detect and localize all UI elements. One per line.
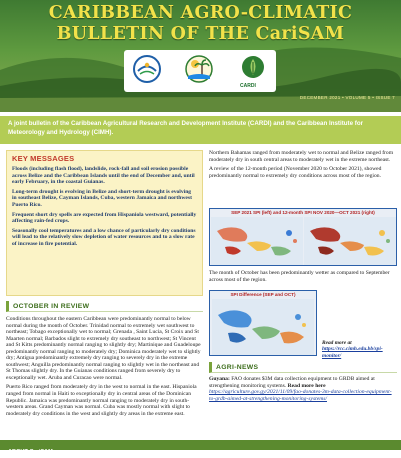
- spi-12-month-map: [304, 217, 396, 265]
- key-messages-heading: KEY MESSAGES: [12, 154, 75, 163]
- bulletin-title-line-1: CARIBBEAN AGRO-CLIMATIC: [48, 3, 353, 23]
- agri-news-country: Guyana:: [209, 376, 230, 382]
- regional-summary-text: [209, 150, 397, 182]
- agri-news-body: [209, 376, 397, 402]
- read-more-spi: [322, 340, 398, 359]
- cardi-label: CARDI: [240, 83, 256, 89]
- key-messages-box: [6, 150, 203, 296]
- october-wetter-text: The month of October has been predominantly wetter as compared to September across most of the region.: [209, 270, 390, 283]
- header-banner: [0, 0, 401, 112]
- spi-difference-map: [212, 299, 314, 355]
- bulletin-title-line-2: BULLETIN OF THE CariSAM: [56, 24, 345, 44]
- agri-news-read-more: Read more here: [287, 382, 326, 389]
- joint-bulletin-text: A joint bulletin of the Caribbean Agricultural Research and Development Institute (CARDI) and the Caribbean Institute for Meteorology and Hydrology (CIMH).: [8, 120, 364, 136]
- about-carisam-label: ABOUT CariSAM: [8, 449, 53, 455]
- agri-news-headline: FAO donates $3M data collection equipment to GRDB aimed at strengthening monitoring systems.: [209, 376, 375, 389]
- summary-paragraph: A review of the 12-month period (November 2020 to October 2021), showed predominantly normal to extremely dry conditions across most of the region.: [209, 166, 382, 179]
- spi-sep-map: [211, 217, 303, 265]
- partner-logos: [124, 50, 276, 92]
- issue-line: DECEMBER 2021 • VOLUME 5 • ISSUE 7: [299, 95, 395, 100]
- cimh-logo-icon: [132, 54, 162, 84]
- review-paragraph: Puerto Rico ranged from moderately dry in the west to normal in the east. Hispaniola ranged from normal in Haiti to exceptionally dry in central areas of the Dominican Republic. Jamaica was predominantly normal ranging to moderately dry in south-western areas. Grand Cayman was normal. Cuba was mostly normal with slight to moderately dry conditions in the west and slightly dry areas in the extreme east.: [6, 384, 197, 417]
- spi-maps-figure: [209, 208, 397, 266]
- key-message-item: Seasonally cool temperatures and a low chance of particularly dry conditions will lead to the relatively slow depletion of water resources and to a slow rate of increase in fire potential.: [12, 227, 196, 247]
- key-message-item: Frequent short dry spells are expected from Hispaniola westward, potentially affecting rain-fed crops.: [12, 211, 197, 225]
- agri-news-link[interactable]: https://agriculture.gov.gy/2021/11/09/fao-donates-3m-data-collection-equipment-to-grdb-aimed-at-strengthening-monitoring-systems/: [209, 389, 392, 402]
- october-review-heading: OCTOBER IN REVIEW: [6, 301, 203, 312]
- key-message-item: Floods (including flash flood), landslide, rock-fall and soil erosion possible across Belize and the Caribbean Islands until the end of December and, until early February, in the coastal Guianas.: [12, 166, 195, 186]
- agri-news-heading: AGRI-NEWS: [209, 362, 397, 373]
- spi-difference-figure: [209, 290, 317, 356]
- spi-monitor-link[interactable]: https://rcc.cimh.edu.bb/spi-monitor/: [322, 346, 383, 359]
- cardi-logo-icon: [238, 54, 268, 84]
- summary-paragraph: Northern Bahamas ranged from moderately wet to normal and Belize ranged from moderately dry in south central areas to moderately wet in the extreme northeast.: [209, 150, 394, 163]
- spi-difference-caption: SPI Difference (SEP and OCT): [230, 292, 296, 297]
- october-review-body: [6, 316, 203, 420]
- footer-bar: [0, 440, 401, 455]
- key-message-item: Long-term drought is evolving in Belize and short-term drought is evolving in southeast Belize, Cayman Islands, Cuba, western Jamaica and northwest Puerto Rico.: [12, 188, 192, 208]
- read-more-label: Read more at: [322, 340, 352, 346]
- joint-bulletin-strip: [0, 116, 401, 144]
- review-paragraph: Conditions throughout the eastern Caribbean were predominantly normal to below normal during the month of October. Trinidad normal to extremely wet southwest to northeast; Tobago exceptionally wet to normal; Grenada , Saint Lucia, St Croix and St Maarten normal; Barbados slight to extremely dry southeast to northwest; St Vincent and St Kitts predominantly normal ranging to slightly dry; Martinique and Guadeloupe predominantly normal ranging to moderately dry; Dominica moderately wet to slightly dry; Antigua predominantly extremely dry ranging to severely dry in the extreme southwest; Anguilla predominantly normal ranging to slightly wet in the northeast and St Thomas slightly dry. In the Guianas conditions ranged from severely dry to exceptionally wet. Aruba and Curacao were normal.: [6, 316, 201, 381]
- carisam-logo-icon: [184, 54, 214, 84]
- spi-maps-caption: SEP 2021 SPI (left) and 12-month SPI NOV 2020—OCT 2021 (right): [231, 210, 375, 215]
